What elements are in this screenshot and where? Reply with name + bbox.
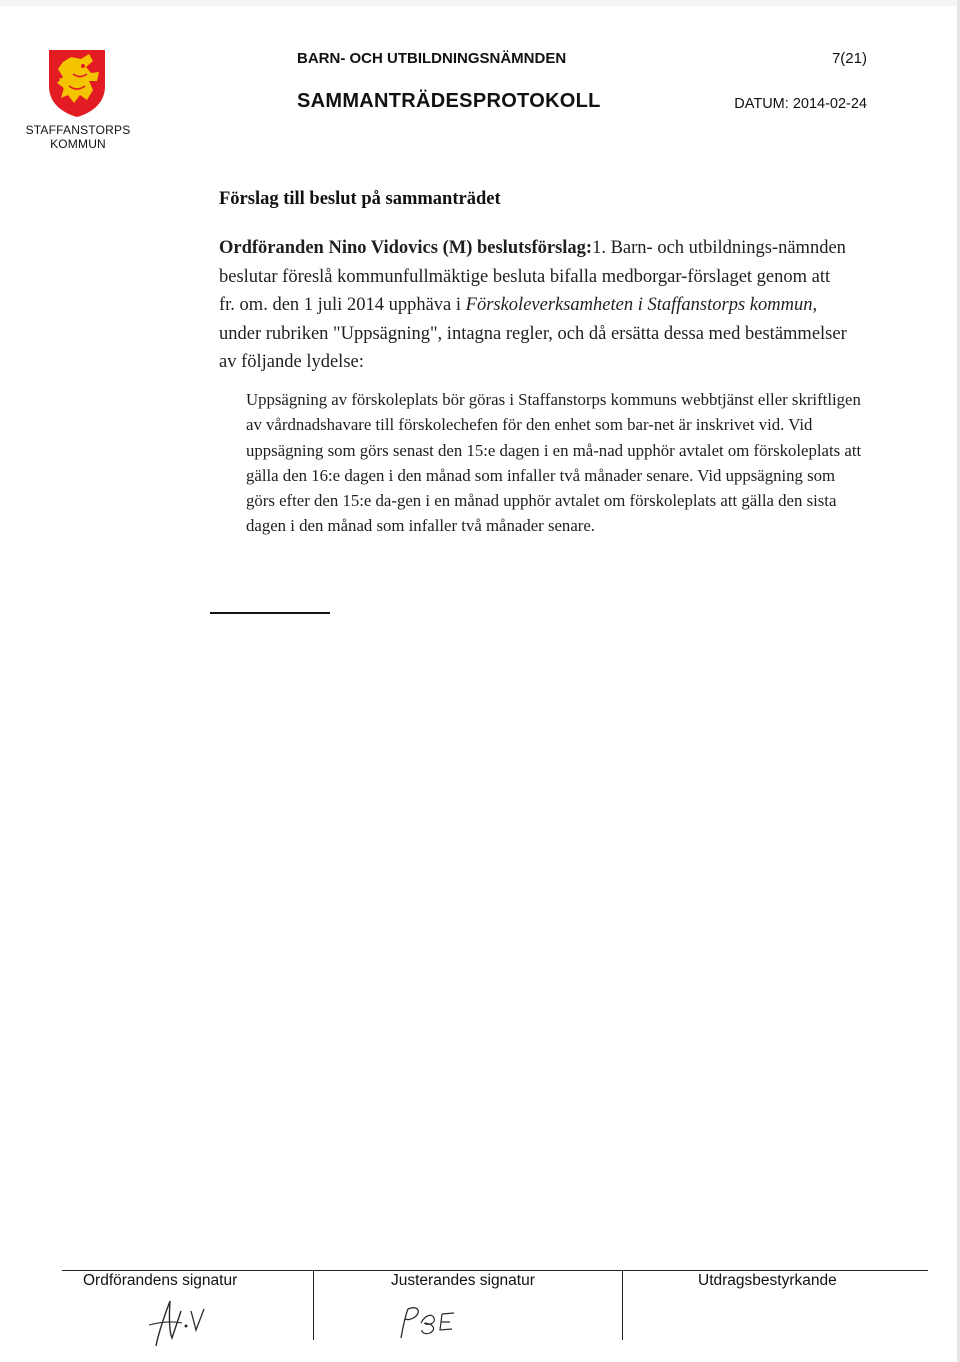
chair-signature <box>142 1296 212 1352</box>
coat-of-arms-logo <box>47 48 107 118</box>
proposal-speaker: Ordföranden Nino Vidovics (M) beslutsförslag: <box>219 238 593 258</box>
adjuster-signature <box>392 1302 472 1342</box>
proposal-text-2: under rubriken "Uppsägning", intagna regler, och då ersätta dessa med bestämmelser av följande lydelse: <box>219 323 847 372</box>
committee-name: BARN- OCH UTBILDNINGSNÄMNDEN <box>297 50 567 67</box>
municipality-name <box>20 123 136 151</box>
document-title: SAMMANTRÄDESPROTOKOLL <box>297 90 601 112</box>
page-top-strip <box>0 0 960 6</box>
quoted-rule-text: Uppsägning av förskoleplats bör göras i Staffanstorps kommuns webbtjänst eller skriftligen av vårdnadshavare till förskolechefen för den enhet som bar-net är inskrivet vid. Vid uppsägning som görs senast den 15:e dagen i en må-nad upphör avtalet om förskoleplats att gälla den 16:e dagen i den månad som infaller två månader senare. Vid uppsägning som görs efter den 15:e da-gen i en månad upphör avtalet om förskoleplats att gälla den sista dagen i den månad som infaller två månader senare. <box>246 390 862 536</box>
footer-divider-2 <box>622 1270 623 1340</box>
extract-certifier-label: Utdragsbestyrkande <box>698 1272 837 1289</box>
date-label: DATUM: <box>734 96 789 112</box>
footer-divider-1 <box>313 1270 314 1340</box>
page-number: 7(21) <box>831 50 867 67</box>
adjuster-signature-label: Justerandes signatur <box>391 1272 535 1289</box>
proposal-document-title: Förskoleverksamheten i Staffanstorps kommun, <box>465 295 818 315</box>
section-heading: Förslag till beslut på sammanträdet <box>219 189 501 209</box>
footer-rule <box>62 1270 928 1271</box>
document-date <box>734 96 867 112</box>
proposal-paragraph <box>219 234 849 377</box>
end-of-section-rule <box>210 612 330 614</box>
municipality-name-line1: STAFFANSTORPS <box>25 123 131 137</box>
proposal-text-1: 1. Barn- och utbildnings-nämnden beslutar föreslå kommunfullmäktige besluta bifalla medborgar-förslaget genom att fr. om. den 1 juli 2014 upphäva i <box>219 238 846 315</box>
municipality-name-line2: KOMMUN <box>50 137 106 151</box>
date-value: 2014-02-24 <box>792 96 867 112</box>
chair-signature-label: Ordförandens signatur <box>83 1272 238 1289</box>
